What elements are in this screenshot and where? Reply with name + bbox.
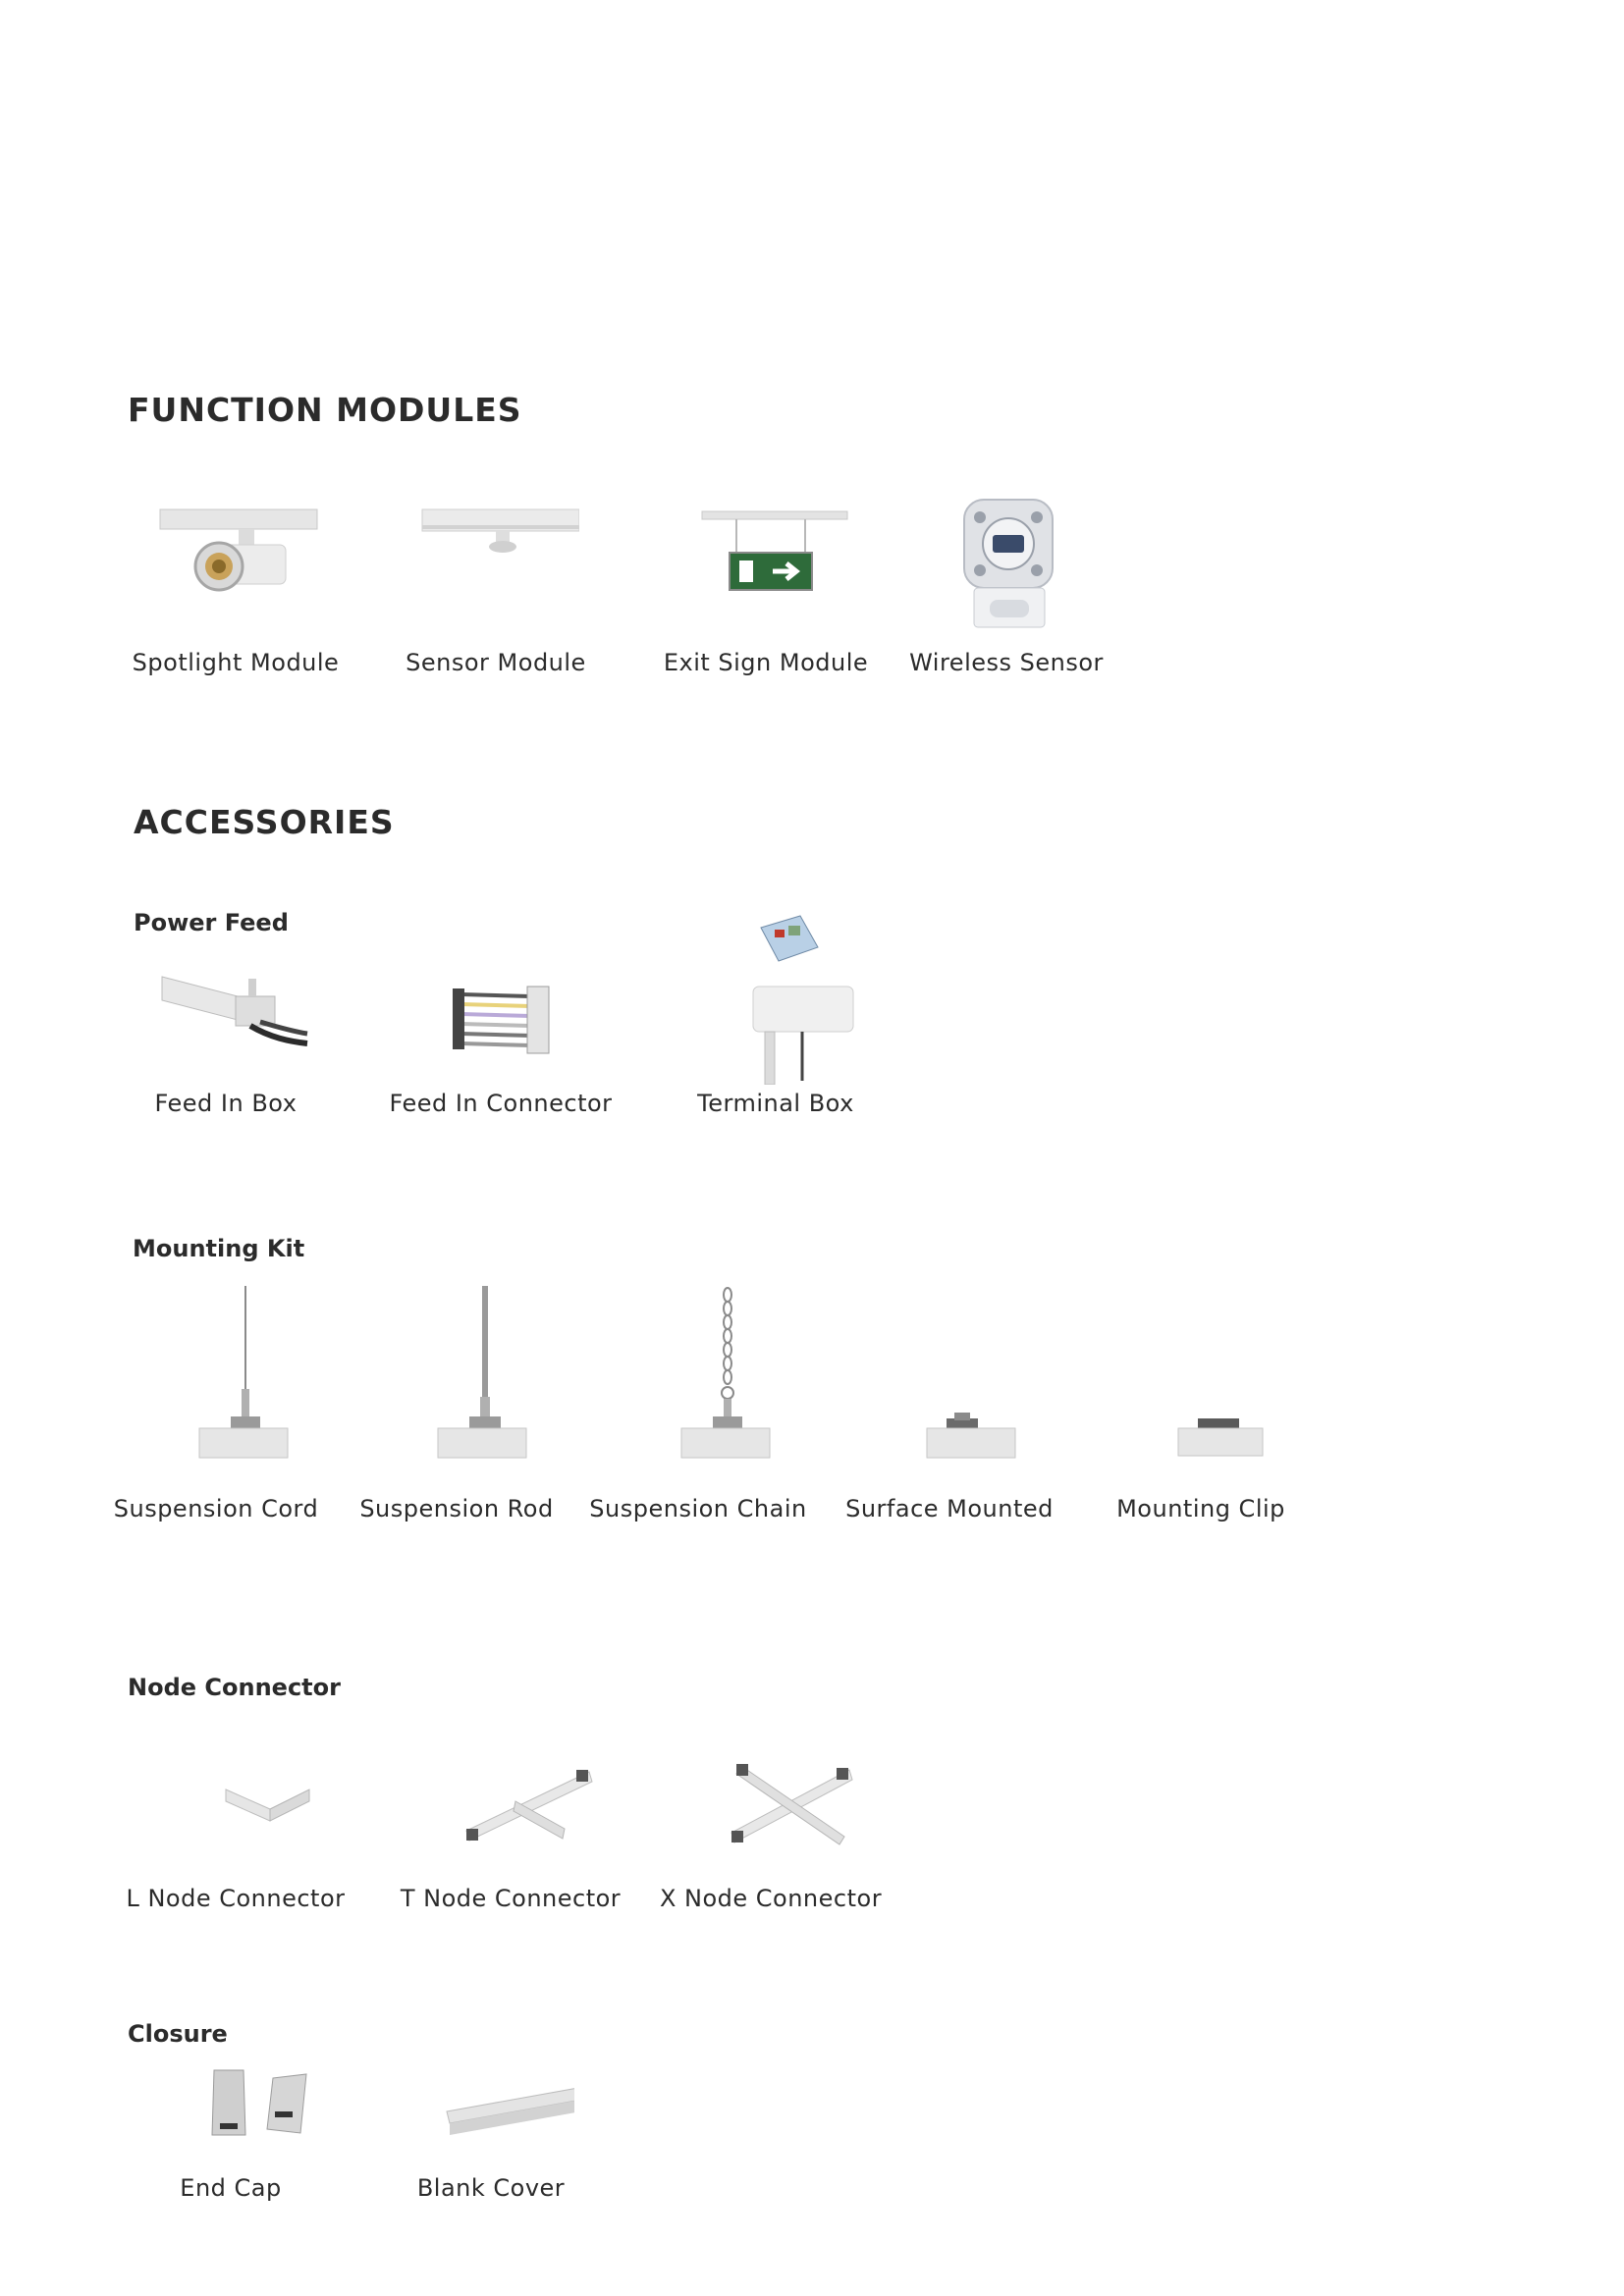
spotlight-module	[123, 496, 349, 682]
suspension-chain-label: Suspension Chain	[589, 1495, 807, 1522]
feed-in-box-label: Feed In Box	[154, 1090, 298, 1117]
terminal-box-icon	[692, 908, 859, 1085]
wireless-sensor	[893, 496, 1119, 682]
x-node-connector-icon	[687, 1752, 854, 1850]
feed-in-box-icon	[142, 957, 309, 1075]
surface-mounted-label: Surface Mounted	[845, 1495, 1054, 1522]
surface-mounted	[837, 1281, 1062, 1526]
mounting-clip-label: Mounting Clip	[1116, 1495, 1285, 1522]
accessories-title: ACCESSORIES	[134, 803, 395, 841]
closure-title: Closure	[128, 2020, 228, 2048]
end-cap-label: End Cap	[180, 2174, 282, 2202]
feed-in-connector-icon	[417, 957, 584, 1075]
power-feed-title: Power Feed	[134, 909, 289, 936]
x-node-connector-label: X Node Connector	[659, 1885, 883, 1912]
exit-sign-module-label: Exit Sign Module	[663, 649, 869, 676]
suspension-rod-label: Suspension Rod	[359, 1495, 554, 1522]
end-cap-icon	[147, 2066, 314, 2145]
suspension-rod	[344, 1281, 569, 1526]
sensor-module	[383, 496, 609, 682]
blank-cover-label: Blank Cover	[416, 2174, 566, 2202]
wireless-sensor-label: Wireless Sensor	[909, 649, 1104, 676]
mounting-clip-icon	[1117, 1281, 1284, 1468]
l-node-connector-icon	[152, 1752, 319, 1850]
suspension-cord-icon	[133, 1281, 299, 1468]
exit-sign-module-icon	[682, 496, 849, 594]
mounting-clip	[1088, 1281, 1314, 1526]
t-node-connector-icon	[427, 1752, 594, 1850]
node-connector-title: Node Connector	[128, 1674, 341, 1701]
suspension-cord-label: Suspension Cord	[113, 1495, 319, 1522]
sensor-module-label: Sensor Module	[406, 649, 586, 676]
suspension-cord	[103, 1281, 329, 1526]
exit-sign-module	[653, 496, 879, 682]
l-node-connector-label: L Node Connector	[126, 1885, 346, 1912]
feed-in-connector-label: Feed In Connector	[389, 1090, 613, 1117]
surface-mounted-icon	[866, 1281, 1033, 1468]
t-node-connector-label: T Node Connector	[400, 1885, 622, 1912]
suspension-rod-icon	[373, 1281, 540, 1468]
terminal-box	[663, 908, 889, 1134]
sensor-module-icon	[412, 496, 579, 594]
suspension-chain-icon	[615, 1281, 782, 1468]
feed-in-connector	[388, 957, 614, 1134]
mounting-kit-title: Mounting Kit	[133, 1235, 305, 1262]
x-node-connector	[658, 1752, 884, 1919]
spotlight-module-icon	[152, 496, 319, 594]
suspension-chain	[585, 1281, 811, 1526]
function-modules-title: FUNCTION MODULES	[128, 391, 522, 429]
blank-cover	[378, 2066, 604, 2214]
spotlight-module-label: Spotlight Module	[132, 649, 340, 676]
feed-in-box	[113, 957, 339, 1134]
t-node-connector	[398, 1752, 623, 1919]
l-node-connector	[123, 1752, 349, 1919]
terminal-box-label: Terminal Box	[697, 1090, 854, 1117]
blank-cover-icon	[407, 2066, 574, 2145]
end-cap	[118, 2066, 344, 2214]
wireless-sensor-icon	[923, 496, 1090, 633]
